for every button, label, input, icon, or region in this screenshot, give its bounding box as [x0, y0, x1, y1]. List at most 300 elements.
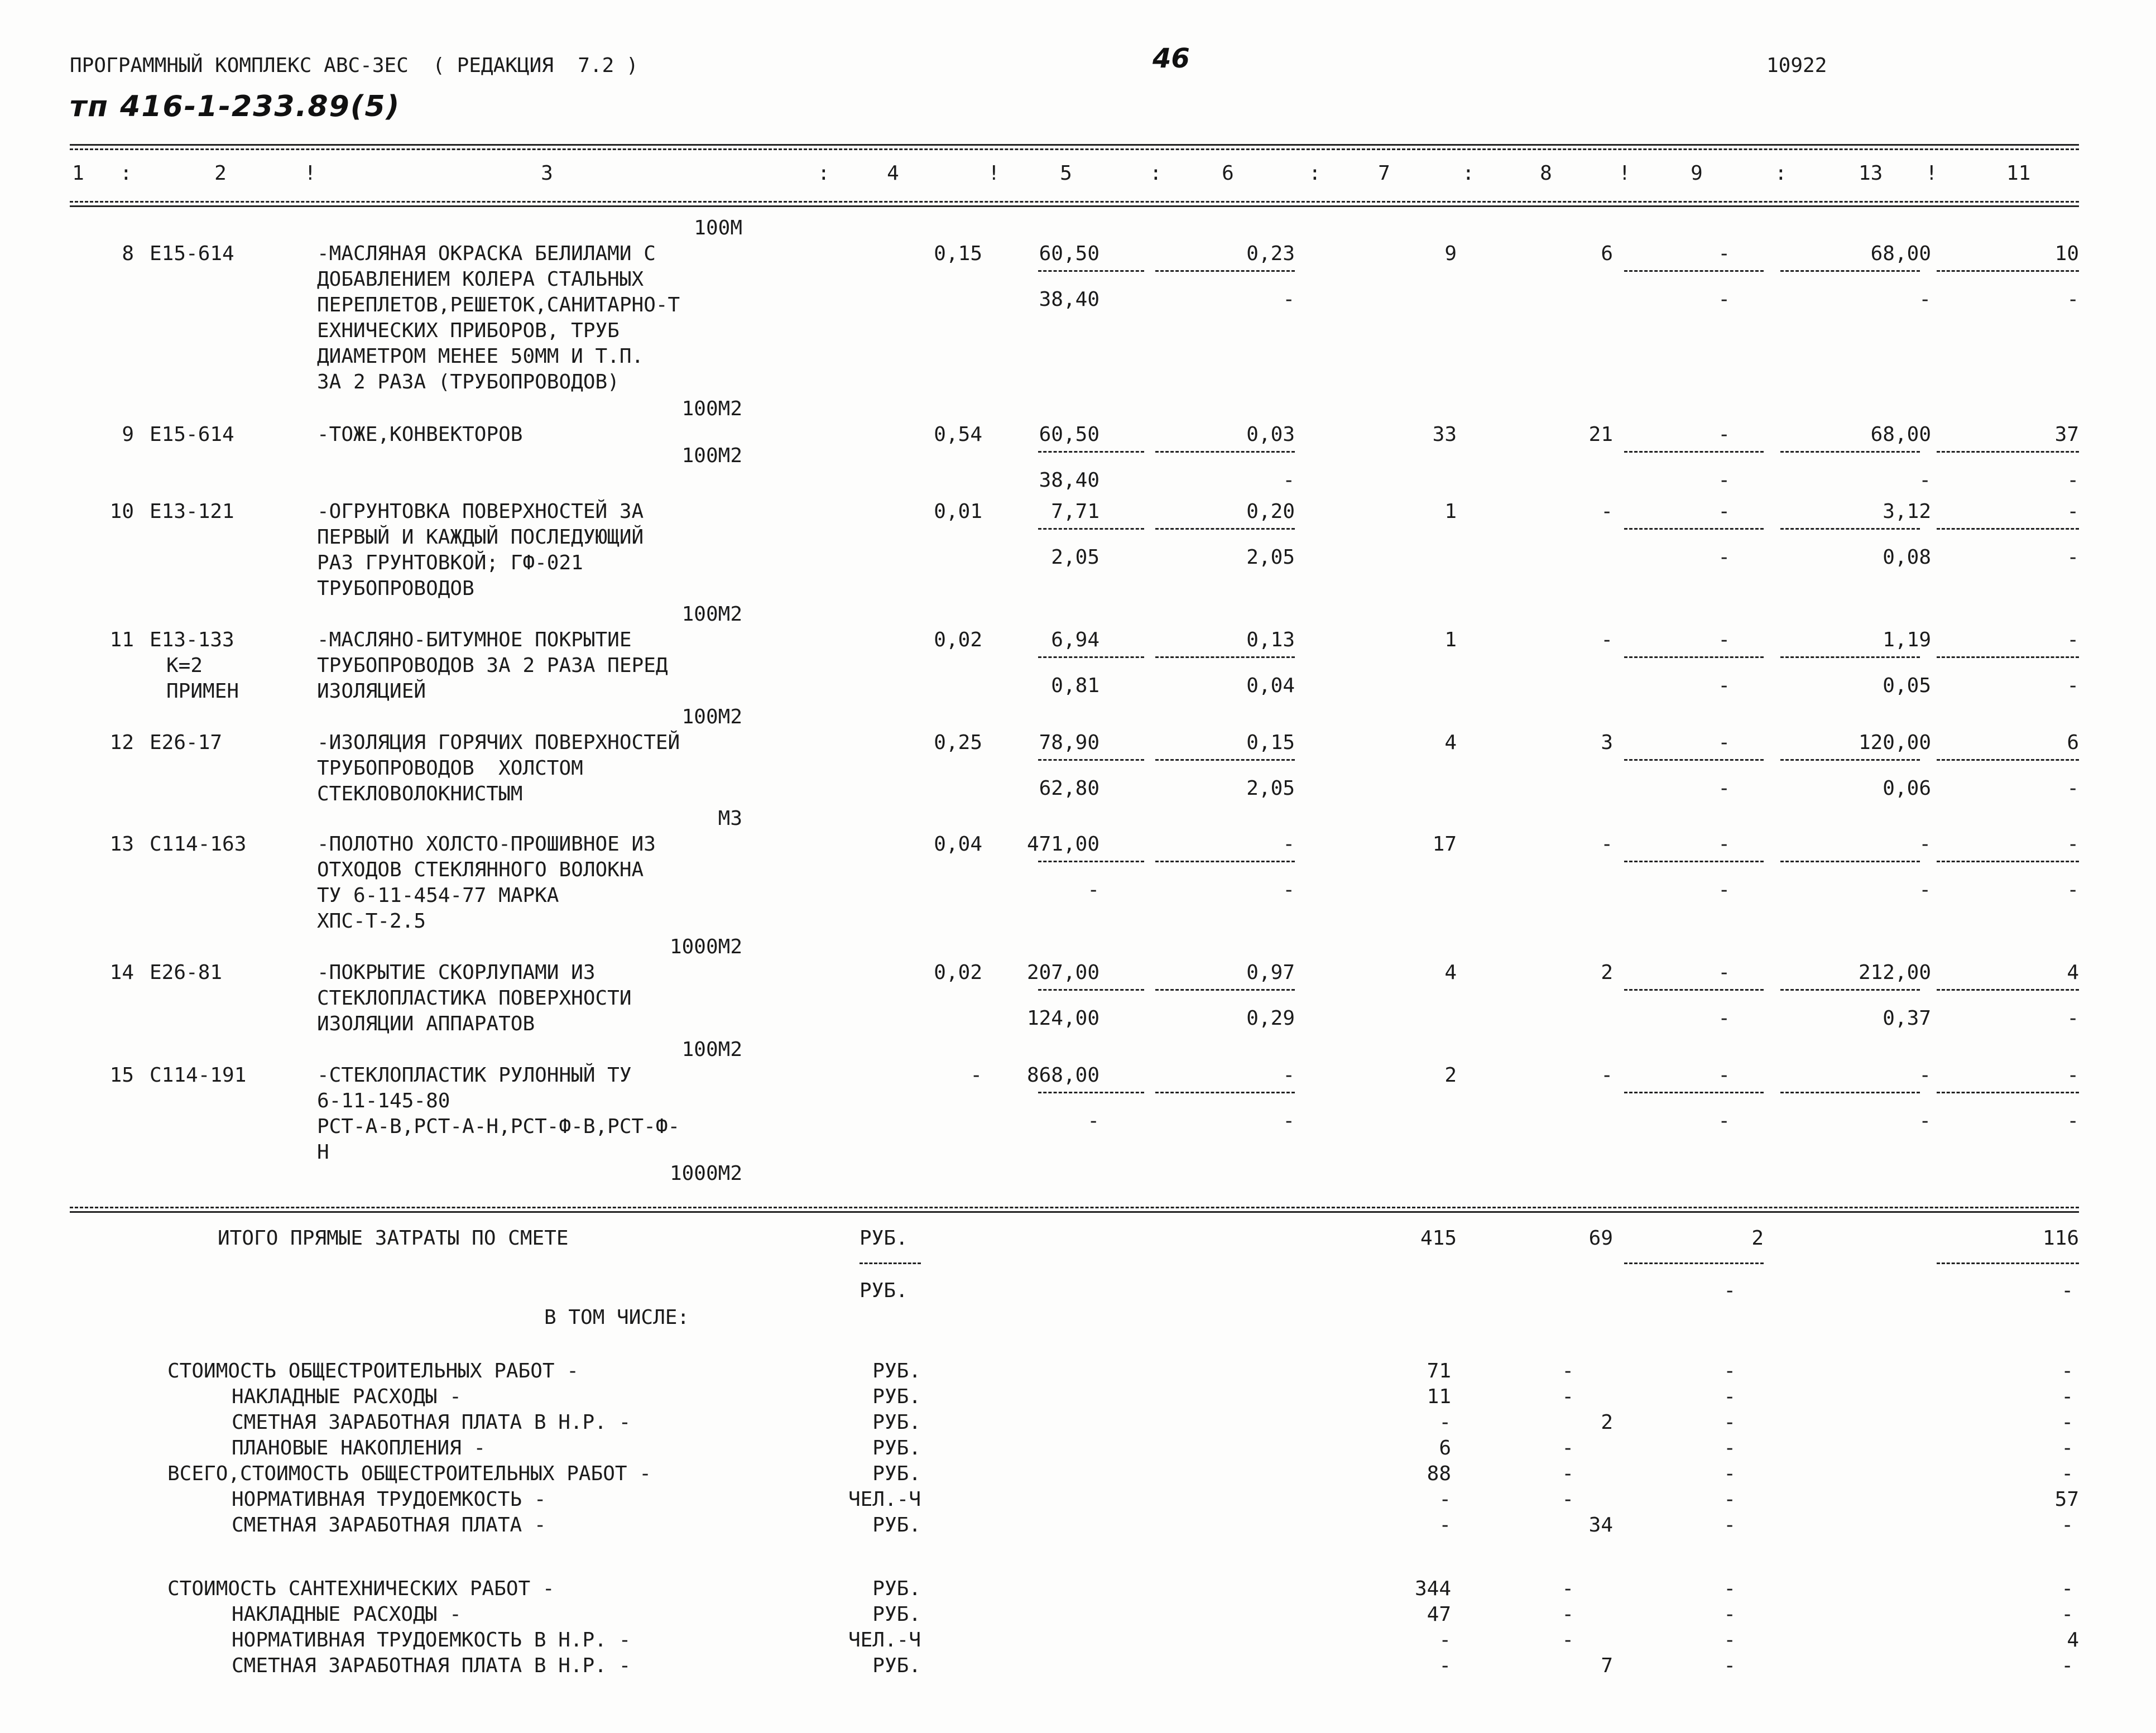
col11-divider [1937, 451, 2079, 453]
header-rule-bottom-2 [70, 205, 2079, 207]
summary-col8: - [1562, 1360, 1574, 1382]
row-description: -ОГРУНТОВКА ПОВЕРХНОСТЕЙ ЗА [317, 500, 644, 523]
col6-value: 0,20 [1246, 500, 1295, 523]
col6-value: - [1283, 1064, 1295, 1087]
column-separator: : [1775, 162, 1787, 185]
column-separator: : [120, 162, 132, 185]
summary-col8: - [1562, 1385, 1574, 1408]
header-rule-bottom [70, 201, 2079, 203]
row-description: -ПОКРЫТИЕ СКОРЛУПАМИ ИЗ [317, 961, 596, 984]
col6-divider [1155, 989, 1295, 991]
summary-col7: 88 [1427, 1462, 1451, 1485]
col6-subvalue: - [1283, 469, 1295, 492]
summary-col9: - [1723, 1385, 1736, 1408]
column-header-8: 8 [1540, 162, 1552, 185]
col5-divider [1038, 528, 1144, 530]
row-description: ПЕРЕПЛЕТОВ,РЕШЕТОК,САНИТАРНО-Т [317, 294, 680, 316]
summary-label: НОРМАТИВНАЯ ТРУДОЕМКОСТЬ - [232, 1488, 546, 1511]
col5-subvalue: 38,40 [1039, 469, 1099, 492]
summary-col8: - [1562, 1603, 1574, 1626]
col9-divider [1624, 270, 1764, 272]
summary-col7: - [1439, 1488, 1451, 1511]
col10-subvalue: 0,06 [1883, 777, 1931, 800]
totals-col9: 2 [1751, 1227, 1764, 1250]
summary-unit: РУБ. [872, 1577, 921, 1600]
summary-unit: РУБ. [872, 1360, 921, 1382]
summary-unit: РУБ. [872, 1385, 921, 1408]
col5-value: 60,50 [1039, 242, 1099, 265]
column-separator: : [1462, 162, 1475, 185]
col10-value: - [1919, 833, 1931, 856]
header-rule-top [70, 144, 2079, 146]
column-separator: : [1309, 162, 1321, 185]
column-header-9: 9 [1691, 162, 1703, 185]
col10-divider [1780, 451, 1920, 453]
column-header-4: 4 [887, 162, 899, 185]
row-description: ХПС-Т-2.5 [317, 910, 426, 933]
row-description: -СТЕКЛОПЛАСТИК РУЛОННЫЙ ТУ [317, 1064, 632, 1087]
summary-col9: - [1723, 1577, 1736, 1600]
col4-value: 0,15 [934, 242, 982, 265]
col5-value: 471,00 [1026, 833, 1099, 856]
col6-divider [1155, 656, 1295, 658]
col7-value: 17 [1432, 833, 1457, 856]
row-unit: 1000М2 [669, 1162, 742, 1185]
summary-col7: - [1439, 1629, 1451, 1652]
col10-subvalue: 0,37 [1883, 1007, 1931, 1030]
row-unit: 1000М2 [669, 935, 742, 958]
row-description: СТЕКЛОВОЛОКНИСТЫМ [317, 783, 523, 805]
col5-subvalue: 38,40 [1039, 288, 1099, 311]
col10-divider [1780, 759, 1920, 761]
summary-unit: РУБ. [872, 1437, 921, 1460]
col9-value: - [1718, 1064, 1730, 1087]
summary-col11: - [2061, 1411, 2073, 1434]
col6-value: 0,15 [1246, 731, 1295, 754]
col11-subvalue: - [2067, 674, 2079, 697]
summary-col11: - [2061, 1385, 2073, 1408]
col10-subvalue: - [1919, 469, 1931, 492]
col10-divider [1780, 528, 1920, 530]
col7-value: 9 [1444, 242, 1457, 265]
col5-divider [1038, 451, 1144, 453]
col7-value: 33 [1432, 423, 1457, 446]
header-rule-top-2 [70, 148, 2079, 150]
summary-col8: - [1562, 1629, 1574, 1652]
row-number: 10 [109, 500, 134, 523]
summary-col8: - [1562, 1577, 1574, 1600]
col6-subvalue: - [1283, 288, 1295, 311]
column-separator: ! [1925, 162, 1938, 185]
col6-value: 0,13 [1246, 628, 1295, 651]
program-header: ПРОГРАММНЫЙ КОМПЛЕКС АВС-ЗЕС ( РЕДАКЦИЯ 7.2 ) [70, 54, 638, 77]
col5-subvalue: - [1087, 1110, 1099, 1132]
col6-divider [1155, 270, 1295, 272]
totals-unit: РУБ. [859, 1227, 908, 1250]
summary-col11: - [2061, 1577, 2073, 1600]
summary-col7: 6 [1439, 1437, 1451, 1460]
col11-subvalue: - [2067, 469, 2079, 492]
row-code: С114-191 [150, 1064, 247, 1087]
summary-unit: РУБ. [872, 1603, 921, 1626]
row-number: 11 [109, 628, 134, 651]
col6-subvalue: 0,29 [1246, 1007, 1295, 1030]
col5-value: 207,00 [1026, 961, 1099, 984]
col5-value: 60,50 [1039, 423, 1099, 446]
col11-divider [1937, 1092, 2079, 1093]
col8-value: 2 [1601, 961, 1613, 984]
col9-value: - [1718, 628, 1730, 651]
row-code: С114-163 [150, 833, 247, 856]
col9-value: - [1718, 833, 1730, 856]
summary-col9: - [1723, 1514, 1736, 1537]
col6-value: 0,03 [1246, 423, 1295, 446]
column-header-7: 7 [1378, 162, 1390, 185]
column-header-10: 13 [1859, 162, 1883, 185]
col10-value: 3,12 [1883, 500, 1931, 523]
summary-label: НАКЛАДНЫЕ РАСХОДЫ - [232, 1385, 462, 1408]
col9-value: - [1718, 242, 1730, 265]
col6-value: 0,23 [1246, 242, 1295, 265]
summary-unit: РУБ. [872, 1654, 921, 1677]
col5-divider [1038, 861, 1144, 862]
row-unit: 100М2 [681, 397, 742, 420]
row-code-note: ПРИМЕН [166, 680, 239, 703]
row-description: РАЗ ГРУНТОВКОЙ; ГФ-021 [317, 551, 583, 574]
summary-col11: - [2061, 1462, 2073, 1485]
row-description: ИЗОЛЯЦИЕЙ [317, 680, 426, 703]
col10-value: - [1919, 1064, 1931, 1087]
row-description: -МАСЛЯНАЯ ОКРАСКА БЕЛИЛАМИ С [317, 242, 656, 265]
row-description: 6-11-145-80 [317, 1089, 450, 1112]
col6-subvalue: 0,04 [1246, 674, 1295, 697]
col11-subvalue: - [2067, 288, 2079, 311]
col5-divider [1038, 270, 1144, 272]
row-unit: 100М2 [681, 603, 742, 626]
summary-unit: РУБ. [872, 1411, 921, 1434]
col10-subvalue: - [1919, 288, 1931, 311]
totals-col7: 415 [1420, 1227, 1457, 1250]
summary-col7: 344 [1414, 1577, 1451, 1600]
col9-value: - [1718, 423, 1730, 446]
page-number: 46 [1153, 43, 1190, 74]
summary-unit: ЧЕЛ.-Ч [848, 1629, 921, 1652]
summary-col8: - [1562, 1488, 1574, 1511]
row-description: ОТХОДОВ СТЕКЛЯННОГО ВОЛОКНА [317, 858, 644, 881]
column-separator: : [818, 162, 830, 185]
summary-col8: 7 [1601, 1654, 1613, 1677]
totals-rule [70, 1207, 2079, 1208]
column-separator: : [1150, 162, 1162, 185]
col10-divider [1780, 270, 1920, 272]
col6-subvalue: 2,05 [1246, 777, 1295, 800]
summary-label: ПЛАНОВЫЕ НАКОПЛЕНИЯ - [232, 1437, 486, 1460]
col9-subvalue: - [1718, 546, 1730, 569]
col11-divider [1937, 528, 2079, 530]
col6-divider [1155, 1092, 1295, 1093]
row-description: СТЕКЛОПЛАСТИКА ПОВЕРХНОСТИ [317, 987, 632, 1010]
summary-col8: 34 [1588, 1514, 1613, 1537]
col6-value: - [1283, 833, 1295, 856]
summary-col7: - [1439, 1411, 1451, 1434]
including-label: В ТОМ ЧИСЛЕ: [544, 1306, 690, 1329]
totals-unit-divider [859, 1262, 921, 1264]
column-separator: ! [988, 162, 1000, 185]
col11-value: - [2067, 833, 2079, 856]
totals-col11: 116 [2042, 1227, 2079, 1250]
col7-value: 4 [1444, 731, 1457, 754]
totals-col11-subvalue: - [2061, 1279, 2073, 1302]
summary-col7: 71 [1427, 1360, 1451, 1382]
summary-col9: - [1723, 1411, 1736, 1434]
col8-value: 21 [1588, 423, 1613, 446]
col10-value: 68,00 [1870, 242, 1931, 265]
column-header-3: 3 [541, 162, 553, 185]
row-code: Е13-121 [150, 500, 234, 523]
totals-col9-subvalue: - [1723, 1279, 1736, 1302]
col5-value: 6,94 [1051, 628, 1099, 651]
col5-value: 78,90 [1039, 731, 1099, 754]
col11-value: - [2067, 1064, 2079, 1087]
row-description: ТРУБОПРОВОДОВ [317, 577, 474, 600]
col10-subvalue: - [1919, 878, 1931, 901]
summary-col11: 57 [2054, 1488, 2079, 1511]
col6-divider [1155, 861, 1295, 862]
summary-col9: - [1723, 1437, 1736, 1460]
col10-value: 120,00 [1858, 731, 1931, 754]
col11-value: 37 [2054, 423, 2079, 446]
col7-value: 2 [1444, 1064, 1457, 1087]
col9-subvalue: - [1718, 777, 1730, 800]
col4-value: 0,02 [934, 628, 982, 651]
summary-label: СМЕТНАЯ ЗАРАБОТНАЯ ПЛАТА В Н.Р. - [232, 1654, 631, 1677]
col9-value: - [1718, 731, 1730, 754]
col8-value: - [1601, 500, 1613, 523]
col4-value: 0,25 [934, 731, 982, 754]
summary-label: НАКЛАДНЫЕ РАСХОДЫ - [232, 1603, 462, 1626]
row-description: РСТ-А-В,РСТ-А-Н,РСТ-Ф-В,РСТ-Ф- [317, 1115, 680, 1138]
col9-divider [1624, 861, 1764, 862]
totals-col9-divider [1624, 1262, 1764, 1264]
row-number: 8 [122, 242, 134, 265]
col5-divider [1038, 989, 1144, 991]
project-code: тп 416-1-233.89(5) [70, 90, 401, 123]
column-header-2: 2 [214, 162, 227, 185]
col4-value: - [970, 1064, 982, 1087]
col9-divider [1624, 759, 1764, 761]
summary-label: ВСЕГО,СТОИМОСТЬ ОБЩЕСТРОИТЕЛЬНЫХ РАБОТ - [167, 1462, 651, 1485]
row-unit: 100М2 [681, 705, 742, 728]
row-description: ПЕРВЫЙ И КАЖДЫЙ ПОСЛЕДУЮЩИЙ [317, 526, 644, 549]
col9-subvalue: - [1718, 1007, 1730, 1030]
col11-subvalue: - [2067, 546, 2079, 569]
col11-value: 4 [2067, 961, 2079, 984]
col10-value: 68,00 [1870, 423, 1931, 446]
summary-col11: - [2061, 1654, 2073, 1677]
col7-value: 4 [1444, 961, 1457, 984]
row-description: ТРУБОПРОВОДОВ ЗА 2 РАЗА ПЕРЕД [317, 654, 668, 677]
col10-value: 1,19 [1883, 628, 1931, 651]
col10-subvalue: 0,05 [1883, 674, 1931, 697]
summary-unit: РУБ. [872, 1462, 921, 1485]
col6-subvalue: - [1283, 1110, 1295, 1132]
row-number: 13 [109, 833, 134, 856]
col7-value: 1 [1444, 500, 1457, 523]
col5-value: 868,00 [1026, 1064, 1099, 1087]
col11-value: 10 [2054, 242, 2079, 265]
summary-col9: - [1723, 1654, 1736, 1677]
col11-divider [1937, 270, 2079, 272]
column-separator: ! [1619, 162, 1631, 185]
summary-label: СМЕТНАЯ ЗАРАБОТНАЯ ПЛАТА - [232, 1514, 546, 1537]
col11-divider [1937, 861, 2079, 862]
summary-col8: 2 [1601, 1411, 1613, 1434]
col11-divider [1937, 989, 2079, 991]
col8-value: - [1601, 628, 1613, 651]
summary-col11: 4 [2067, 1629, 2079, 1652]
col8-value: - [1601, 833, 1613, 856]
column-header-5: 5 [1060, 162, 1072, 185]
col10-divider [1780, 1092, 1920, 1093]
row-unit: 100М2 [681, 444, 742, 467]
col7-value: 1 [1444, 628, 1457, 651]
col9-value: - [1718, 500, 1730, 523]
row-code: Е13-133 [150, 628, 234, 651]
summary-col8: - [1562, 1462, 1574, 1485]
col6-divider [1155, 759, 1295, 761]
col9-subvalue: - [1718, 288, 1730, 311]
summary-label: СТОИМОСТЬ ОБЩЕСТРОИТЕЛЬНЫХ РАБОТ - [167, 1360, 579, 1382]
col10-subvalue: 0,08 [1883, 546, 1931, 569]
row-description: ТУ 6-11-454-77 МАРКА [317, 884, 559, 907]
col5-divider [1038, 1092, 1144, 1093]
col6-value: 0,97 [1246, 961, 1295, 984]
col9-value: - [1718, 961, 1730, 984]
col5-subvalue: 62,80 [1039, 777, 1099, 800]
document-number: 10922 [1766, 54, 1827, 77]
row-description: ДОБАВЛЕНИЕМ КОЛЕРА СТАЛЬНЫХ [317, 268, 644, 291]
col5-subvalue: 0,81 [1051, 674, 1099, 697]
col6-divider [1155, 451, 1295, 453]
row-number: 14 [109, 961, 134, 984]
summary-col7: 47 [1427, 1603, 1451, 1626]
summary-unit: РУБ. [872, 1514, 921, 1537]
summary-col8: - [1562, 1437, 1574, 1460]
col11-subvalue: - [2067, 1007, 2079, 1030]
col11-value: 6 [2067, 731, 2079, 754]
summary-label: СМЕТНАЯ ЗАРАБОТНАЯ ПЛАТА В Н.Р. - [232, 1411, 631, 1434]
column-header-6: 6 [1222, 162, 1234, 185]
row-description: Н [317, 1141, 329, 1164]
row-description: ЕХНИЧЕСКИХ ПРИБОРОВ, ТРУБ [317, 319, 620, 342]
col9-subvalue: - [1718, 1110, 1730, 1132]
col10-divider [1780, 989, 1920, 991]
row-code: Е26-17 [150, 731, 223, 754]
col8-value: 3 [1601, 731, 1613, 754]
col6-divider [1155, 528, 1295, 530]
col9-divider [1624, 528, 1764, 530]
col6-subvalue: 2,05 [1246, 546, 1295, 569]
col11-divider [1937, 656, 2079, 658]
col5-divider [1038, 759, 1144, 761]
summary-col7: - [1439, 1514, 1451, 1537]
col9-subvalue: - [1718, 878, 1730, 901]
column-header-1: 1 [72, 162, 84, 185]
summary-col9: - [1723, 1488, 1736, 1511]
col9-subvalue: - [1718, 469, 1730, 492]
column-header-11: 11 [2006, 162, 2031, 185]
row-number: 12 [109, 731, 134, 754]
row-number: 9 [122, 423, 134, 446]
col10-divider [1780, 861, 1920, 862]
totals-label: ИТОГО ПРЯМЫЕ ЗАТРАТЫ ПО СМЕТЕ [218, 1227, 569, 1250]
row-unit: 100М [694, 217, 742, 239]
col4-value: 0,01 [934, 500, 982, 523]
summary-col9: - [1723, 1603, 1736, 1626]
row-description: ТРУБОПРОВОДОВ ХОЛСТОМ [317, 757, 583, 780]
row-code: Е15-614 [150, 423, 234, 446]
row-description: -ПОЛОТНО ХОЛСТО-ПРОШИВНОЕ ИЗ [317, 833, 656, 856]
row-description: -ТОЖЕ,КОНВЕКТОРОВ [317, 423, 523, 446]
col4-value: 0,02 [934, 961, 982, 984]
col8-value: 6 [1601, 242, 1613, 265]
summary-col9: - [1723, 1462, 1736, 1485]
summary-col11: - [2061, 1514, 2073, 1537]
col11-subvalue: - [2067, 878, 2079, 901]
summary-col9: - [1723, 1629, 1736, 1652]
row-unit: 100М2 [681, 1038, 742, 1061]
col11-subvalue: - [2067, 1110, 2079, 1132]
col10-divider [1780, 656, 1920, 658]
col9-divider [1624, 656, 1764, 658]
col10-value: 212,00 [1858, 961, 1931, 984]
row-code-note: К=2 [166, 654, 203, 677]
col8-value: - [1601, 1064, 1613, 1087]
col9-subvalue: - [1718, 674, 1730, 697]
summary-col11: - [2061, 1437, 2073, 1460]
col11-value: - [2067, 628, 2079, 651]
column-separator: ! [304, 162, 316, 185]
totals-rule-2 [70, 1211, 2079, 1213]
row-description: -МАСЛЯНО-БИТУМНОЕ ПОКРЫТИЕ [317, 628, 632, 651]
col9-divider [1624, 989, 1764, 991]
row-code: Е26-81 [150, 961, 223, 984]
col5-subvalue: - [1087, 878, 1099, 901]
col5-subvalue: 124,00 [1026, 1007, 1099, 1030]
col11-value: - [2067, 500, 2079, 523]
col5-divider [1038, 656, 1144, 658]
row-description: ЗА 2 РАЗА (ТРУБОПРОВОДОВ) [317, 371, 620, 393]
col10-subvalue: - [1919, 1110, 1931, 1132]
row-description: -ИЗОЛЯЦИЯ ГОРЯЧИХ ПОВЕРХНОСТЕЙ [317, 731, 680, 754]
col6-subvalue: - [1283, 878, 1295, 901]
summary-col7: 11 [1427, 1385, 1451, 1408]
col5-value: 7,71 [1051, 500, 1099, 523]
totals-col8: 69 [1588, 1227, 1613, 1250]
summary-col9: - [1723, 1360, 1736, 1382]
row-description: ДИАМЕТРОМ МЕНЕЕ 50ММ И Т.П. [317, 345, 644, 368]
summary-unit: ЧЕЛ.-Ч [848, 1488, 921, 1511]
row-code: Е15-614 [150, 242, 234, 265]
totals-col11-divider [1937, 1262, 2079, 1264]
col5-subvalue: 2,05 [1051, 546, 1099, 569]
row-number: 15 [109, 1064, 134, 1087]
summary-label: СТОИМОСТЬ САНТЕХНИЧЕСКИХ РАБОТ - [167, 1577, 555, 1600]
col11-divider [1937, 759, 2079, 761]
row-description: ИЗОЛЯЦИИ АППАРАТОВ [317, 1012, 535, 1035]
col4-value: 0,54 [934, 423, 982, 446]
summary-label: НОРМАТИВНАЯ ТРУДОЕМКОСТЬ В Н.Р. - [232, 1629, 631, 1652]
